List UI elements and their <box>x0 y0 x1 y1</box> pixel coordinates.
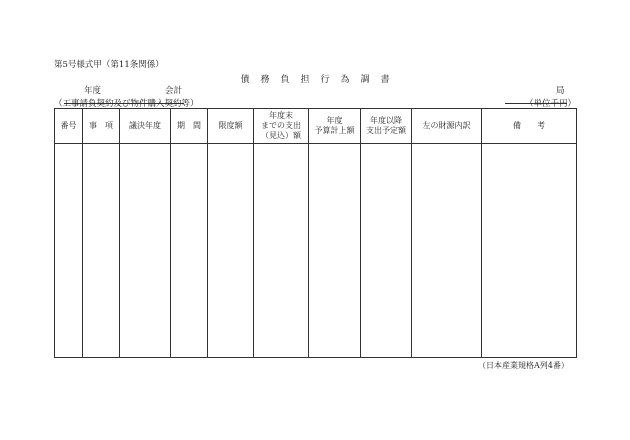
col-period-header: 期 間 <box>171 109 208 144</box>
col-resolution-year-header: 議決年度 <box>120 109 171 144</box>
col-budget-amount-header: 年度 予算計上額 <box>309 109 361 144</box>
table-header-row <box>55 109 577 144</box>
cell-limit-amount[interactable] <box>208 144 254 358</box>
cell-period[interactable] <box>171 144 208 358</box>
cell-funding-breakdown[interactable] <box>412 144 482 358</box>
account-label: 会計 <box>165 86 183 96</box>
col-remarks-header: 備 考 <box>482 109 577 144</box>
col-number-header: 番号 <box>55 109 83 144</box>
cell-remarks[interactable] <box>482 144 577 358</box>
col-funding-breakdown-header: 左の財源内訳 <box>412 109 482 144</box>
cell-planned-expenditure[interactable] <box>361 144 412 358</box>
table-body-row <box>55 144 577 358</box>
col-item-header: 事 項 <box>83 109 120 144</box>
col-limit-amount-header: 限度額 <box>208 109 254 144</box>
obligation-table <box>54 108 577 358</box>
cell-resolution-year[interactable] <box>120 144 171 358</box>
cell-budget-amount[interactable] <box>309 144 361 358</box>
unit-label: （単位千円） <box>525 99 577 109</box>
contract-type-note: （工事請負契約及び物件購入契約等） <box>54 99 199 109</box>
col-planned-expenditure-header: 年度以降 支出予定額 <box>361 109 412 144</box>
col-expenditure-estimate-header: 年度末 までの支出 （見込）額 <box>254 109 309 144</box>
cell-item[interactable] <box>83 144 120 358</box>
paper-size-note: （日本産業規格A列4番） <box>478 361 569 370</box>
page-title: 債務負担行為調書 <box>240 75 401 85</box>
form-number: 第5号様式甲（第11条関係） <box>54 60 164 70</box>
fiscal-year-label: 年度 <box>84 86 102 96</box>
cell-expenditure-estimate[interactable] <box>254 144 309 358</box>
cell-number[interactable] <box>55 144 83 358</box>
bureau-label: 局 <box>556 86 565 96</box>
